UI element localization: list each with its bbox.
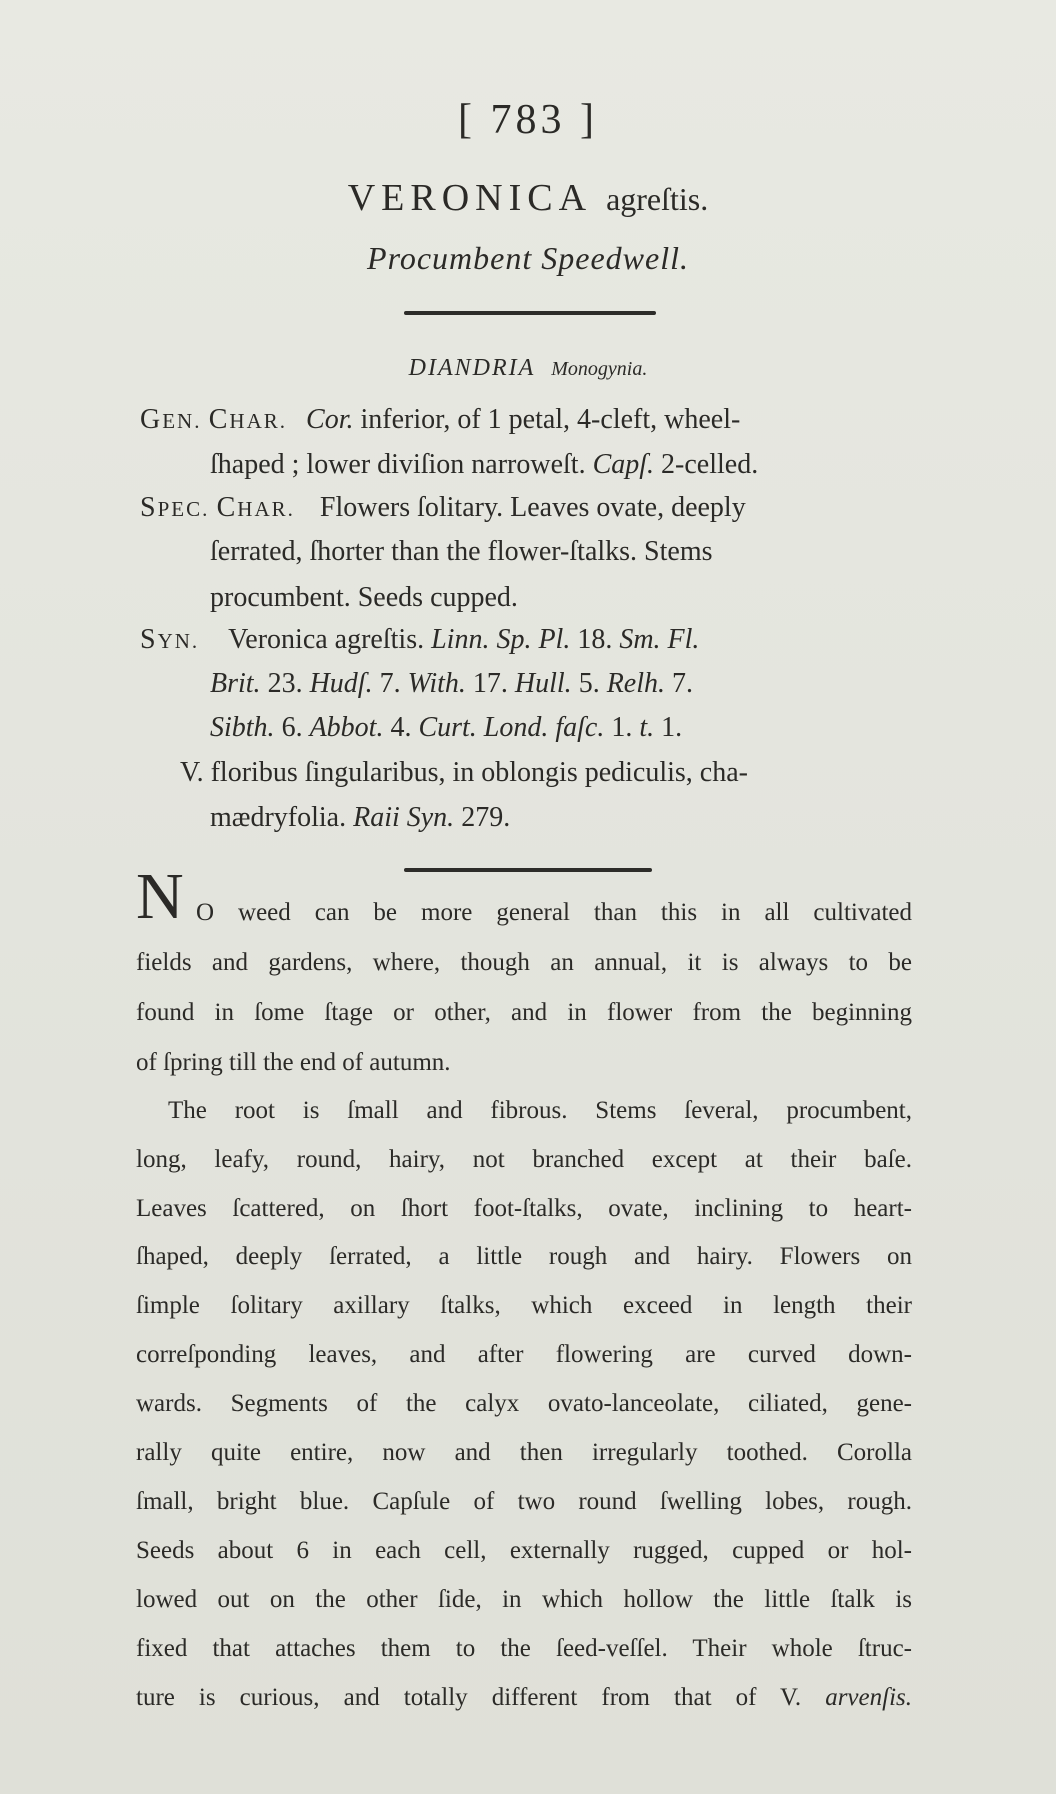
linnaean-classification bbox=[0, 355, 1056, 382]
syn-label: SYN. bbox=[140, 624, 200, 655]
paragraph-2-line-2: long, leafy, round, hairy, not branched except at their baſe. bbox=[136, 1146, 912, 1173]
species-name: agreſtis. bbox=[606, 181, 709, 217]
paragraph-1-line-3: found in ſome ſtage or other, and in flower from the beginning bbox=[136, 999, 912, 1026]
spec-char-line-2: ſerrated, ſhorter than the flower-ſtalks. Stems bbox=[210, 536, 713, 567]
paragraph-2-line-8: rally quite entire, now and then irregularly toothed. Corolla bbox=[136, 1439, 912, 1466]
paragraph-2-line-9: ſmall, bright blue. Capſule of two round ſwelling lobes, rough. bbox=[136, 1488, 912, 1515]
divider-rule-bottom bbox=[404, 868, 652, 872]
paragraph-2-line-11: lowed out on the other ſide, in which hollow the little ſtalk is bbox=[136, 1586, 912, 1613]
gen-char-line-1: GEN. CHAR. Cor. inferior, of 1 petal, 4-cleft, wheel- bbox=[140, 404, 741, 435]
order-name: Monogynia. bbox=[551, 358, 648, 380]
paragraph-2-line-1: The root is ſmall and fibrous. Stems ſeveral, procumbent, bbox=[168, 1097, 912, 1124]
spec-char-line-1: SPEC. CHAR. Flowers ſolitary. Leaves ovate, deeply bbox=[140, 492, 746, 523]
paragraph-2-line-6: correſponding leaves, and after flowering are curved down- bbox=[136, 1341, 912, 1368]
spec-char-line-3: procumbent. Seeds cupped. bbox=[210, 582, 518, 613]
gen-char-line-2: ſhaped ; lower diviſion narroweſt. Capſ. 2-celled. bbox=[210, 449, 759, 480]
paragraph-2-line-12: fixed that attaches them to the ſeed-veſſel. Their whole ſtruc- bbox=[136, 1635, 912, 1662]
paragraph-1-line-4: of ſpring till the end of autumn. bbox=[136, 1049, 451, 1076]
spec-char-label: SPEC. CHAR. bbox=[140, 492, 295, 523]
paragraph-2-line-10: Seeds about 6 in each cell, externally rugged, cupped or hol- bbox=[136, 1537, 912, 1564]
plant-title bbox=[0, 176, 1056, 220]
paragraph-2-line-13: ture is curious, and totally different from that of V. arvenſis. bbox=[136, 1684, 912, 1711]
divider-rule-top bbox=[404, 311, 656, 315]
syn-line-1: SYN. Veronica agreſtis. Linn. Sp. Pl. 18. Sm. Fl. bbox=[140, 624, 700, 655]
syn-line-4: V. floribus ſingularibus, in oblongis pediculis, cha- bbox=[180, 757, 748, 788]
syn-line-3: Sibth. 6. Abbot. 4. Curt. Lond. faſc. 1. t. 1. bbox=[210, 712, 683, 743]
paragraph-2-line-3: Leaves ſcattered, on ſhort foot-ſtalks, ovate, inclining to heart- bbox=[136, 1195, 912, 1222]
syn-line-2: Brit. 23. Hudſ. 7. With. 17. Hull. 5. Relh. 7. bbox=[210, 668, 693, 699]
page-number: [ 783 ] bbox=[458, 97, 598, 143]
paragraph-1-line-1: O weed can be more general than this in all cultivated bbox=[196, 899, 912, 926]
paragraph-2-line-5: ſimple ſolitary axillary ſtalks, which exceed in length their bbox=[136, 1292, 912, 1319]
gen-char-label: GEN. CHAR. bbox=[140, 404, 288, 435]
genus-name: VERONICA bbox=[347, 177, 593, 219]
paragraph-1-line-2: fields and gardens, where, though an annual, it is always to be bbox=[136, 949, 912, 976]
common-name: Procumbent Speedwell. bbox=[367, 240, 689, 276]
drop-cap: N bbox=[136, 860, 184, 933]
paragraph-2-line-4: ſhaped, deeply ſerrated, a little rough and hairy. Flowers on bbox=[136, 1243, 912, 1270]
class-name: DIANDRIA bbox=[408, 355, 536, 381]
paragraph-2-line-7: wards. Segments of the calyx ovato-lanceolate, ciliated, gene- bbox=[136, 1390, 912, 1417]
syn-line-5: mædryfolia. Raii Syn. 279. bbox=[210, 802, 511, 833]
